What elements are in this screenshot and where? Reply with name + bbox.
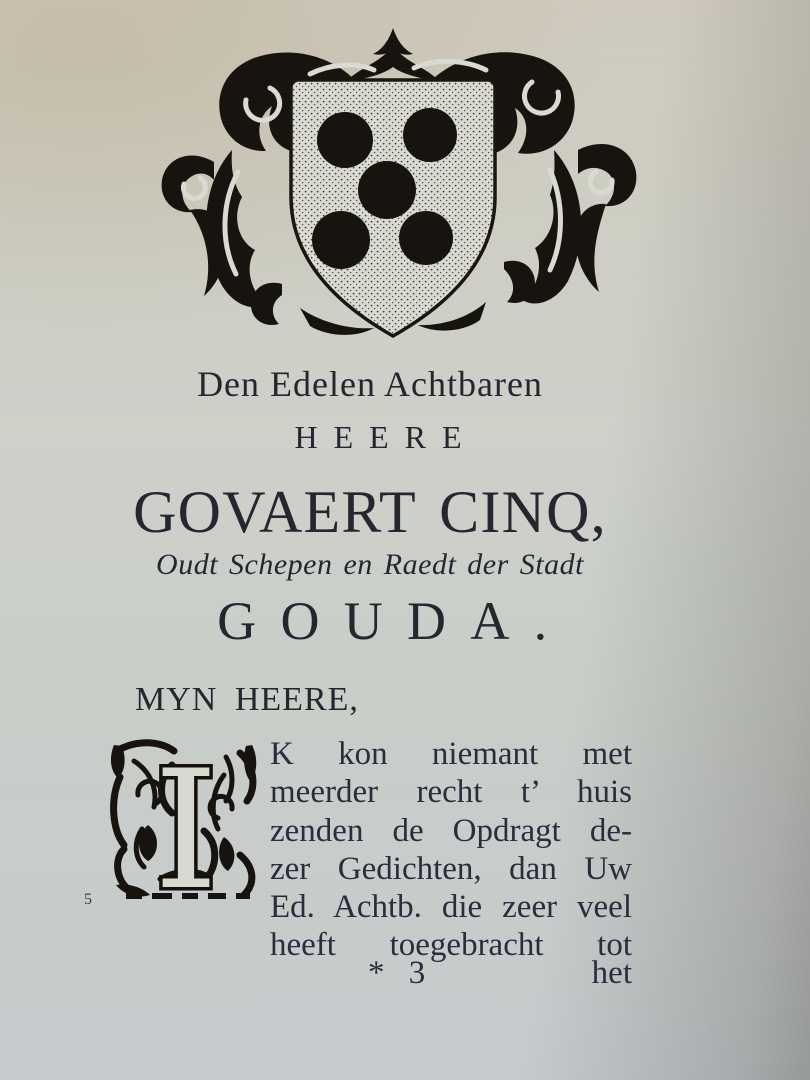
paragraph-line: zer Gedichten, dan Uw xyxy=(270,850,632,887)
dedication-line-2-heere: HEERE xyxy=(294,419,478,455)
coat-of-arms-engraving xyxy=(160,22,648,348)
shield xyxy=(291,80,495,336)
drop-cap-letter: I xyxy=(153,737,219,903)
drop-cap-woodcut-initial xyxy=(106,737,266,903)
salutation: MYN HEERE, xyxy=(135,681,359,718)
paragraph-line: K kon niemant met xyxy=(270,736,632,772)
signature-line xyxy=(270,955,632,992)
dedicatee-name: GOVAERT CINQ, xyxy=(133,479,607,545)
paragraph-line: meerder recht t’ huis xyxy=(270,774,632,811)
margin-line-number: 5 xyxy=(84,891,92,908)
signature-mark: * 3 xyxy=(368,955,434,991)
dedication-paragraph xyxy=(270,735,632,965)
dedication-line-1: Den Edelen Achtbaren xyxy=(197,364,543,404)
paragraph-line: Ed. Achtb. die zeer veel xyxy=(270,889,632,926)
dedicatee-title: Oudt Schepen en Raedt der Stadt xyxy=(156,548,584,581)
paragraph-line: zenden de Opdragt de- xyxy=(270,812,632,849)
dedicatee-city: GOUDA. xyxy=(217,591,572,651)
paragraph-line: heeft toegebracht tot xyxy=(270,927,632,964)
catchword: het xyxy=(591,955,632,991)
